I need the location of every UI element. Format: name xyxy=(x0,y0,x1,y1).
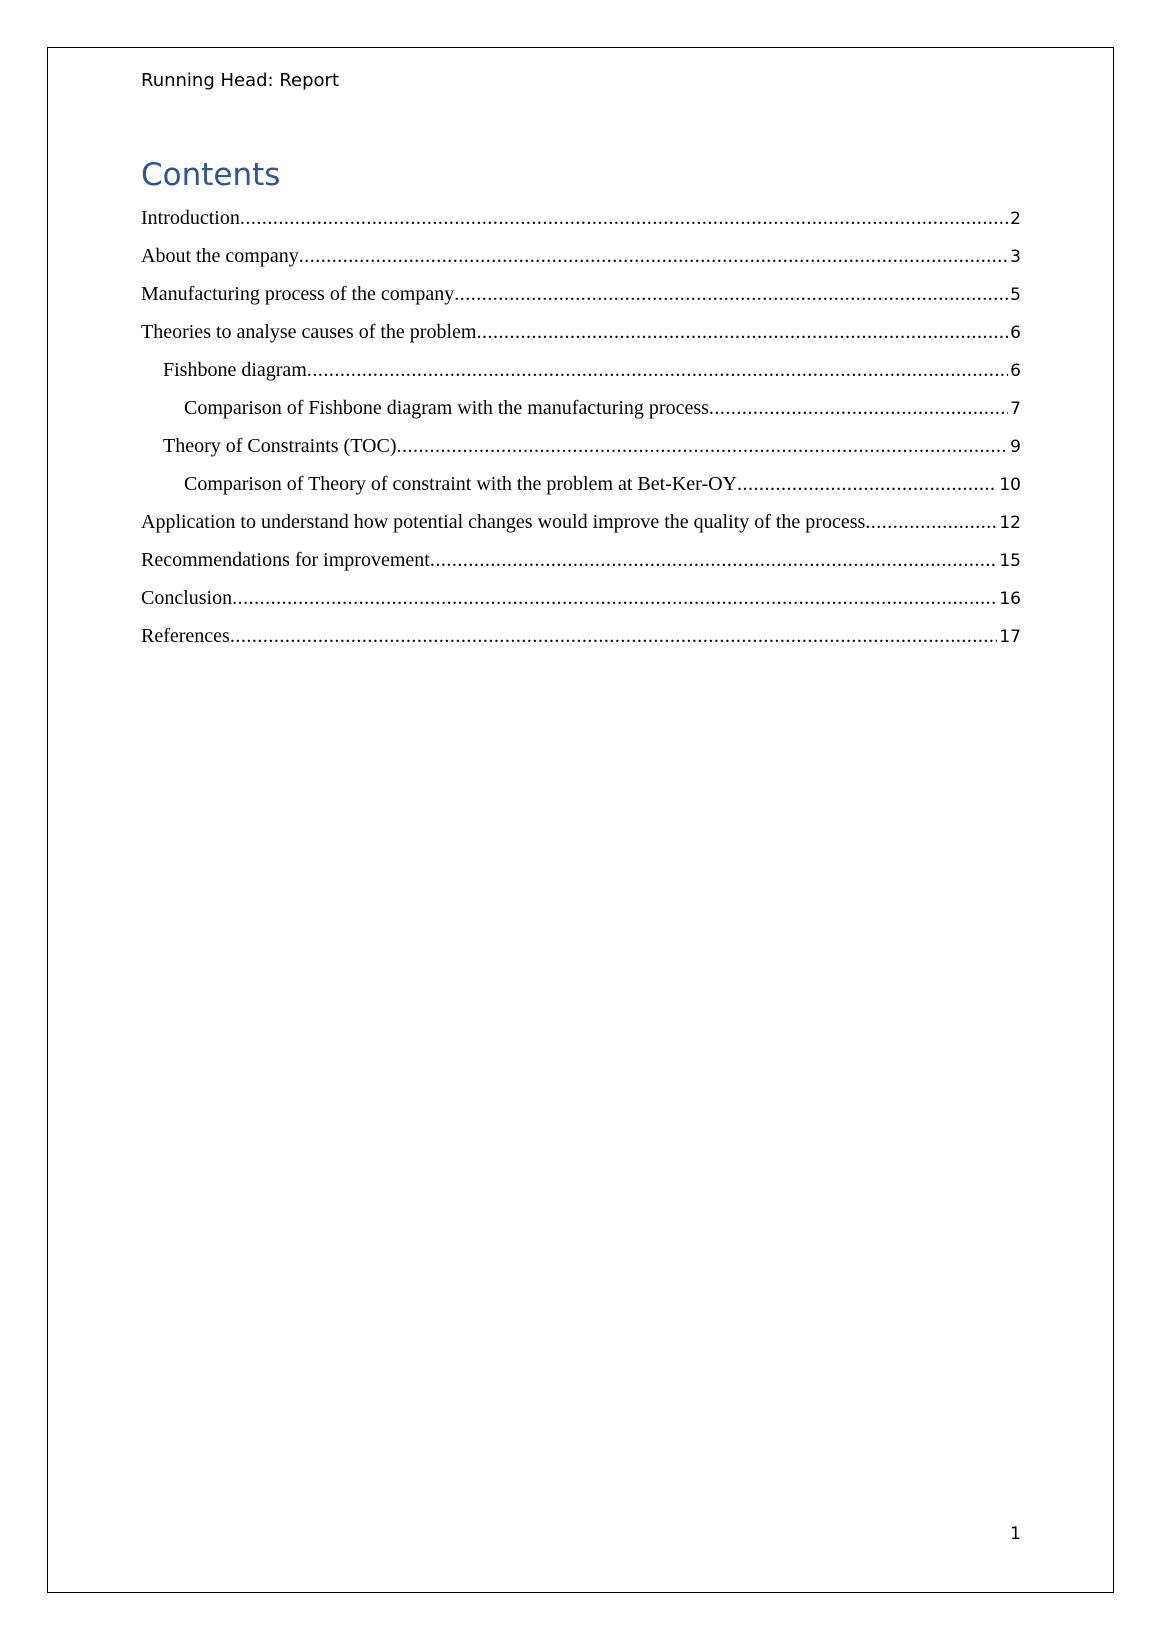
toc-entry-text: About the company xyxy=(141,241,299,271)
toc-entry-toc-comparison[interactable] xyxy=(141,469,1021,507)
toc-entry-fishbone-comparison[interactable] xyxy=(141,393,1021,431)
toc-entry-manufacturing-process[interactable] xyxy=(141,279,1021,317)
page-number: 1 xyxy=(1010,1524,1021,1544)
toc-entry-page: 7 xyxy=(1010,399,1021,419)
toc-entry-fishbone[interactable] xyxy=(141,355,1021,393)
toc-title: Contents xyxy=(141,157,281,193)
toc-entry-page: 12 xyxy=(999,513,1021,533)
toc-leader xyxy=(307,355,1008,385)
toc-entry-text: Introduction xyxy=(141,203,240,233)
toc-entry-page: 15 xyxy=(999,551,1021,571)
toc-entry-text: Comparison of Fishbone diagram with the manufacturing process xyxy=(184,393,709,423)
toc-entry-page: 3 xyxy=(1010,247,1021,267)
toc-entry-introduction[interactable] xyxy=(141,203,1021,241)
toc-entry-references[interactable] xyxy=(141,621,1021,659)
toc-entry-page: 2 xyxy=(1010,209,1021,229)
toc-entry-text: Manufacturing process of the company xyxy=(141,279,454,309)
toc-leader xyxy=(454,279,1008,309)
toc-entry-recommendations[interactable] xyxy=(141,545,1021,583)
toc-entry-text: Theories to analyse causes of the problem xyxy=(141,317,476,347)
toc-leader xyxy=(737,469,997,499)
toc-entry-text: Application to understand how potential changes would improve the quality of the process xyxy=(141,507,865,537)
toc-leader xyxy=(299,241,1008,271)
toc-entry-toc-theory[interactable] xyxy=(141,431,1021,469)
toc-leader xyxy=(865,507,997,537)
toc-entry-page: 6 xyxy=(1010,361,1021,381)
toc-entry-page: 5 xyxy=(1010,285,1021,305)
toc-entry-text: Recommendations for improvement xyxy=(141,545,430,575)
toc-entry-application[interactable] xyxy=(141,507,1021,545)
toc-leader xyxy=(240,203,1008,233)
toc-entry-about-company[interactable] xyxy=(141,241,1021,279)
toc-entry-page: 17 xyxy=(999,627,1021,647)
toc-entry-page: 6 xyxy=(1010,323,1021,343)
toc-entry-text: References xyxy=(141,621,230,651)
toc-leader xyxy=(230,621,998,651)
toc-entry-conclusion[interactable] xyxy=(141,583,1021,621)
toc-leader xyxy=(709,393,1008,423)
toc-entry-text: Theory of Constraints (TOC) xyxy=(163,431,397,461)
toc-entry-page: 9 xyxy=(1010,437,1021,457)
toc-leader xyxy=(430,545,998,575)
table-of-contents xyxy=(141,203,1021,659)
toc-entry-page: 10 xyxy=(999,475,1021,495)
toc-leader xyxy=(397,431,1009,461)
toc-entry-text: Fishbone diagram xyxy=(163,355,307,385)
toc-entry-theories[interactable] xyxy=(141,317,1021,355)
toc-entry-text: Conclusion xyxy=(141,583,232,613)
running-head: Running Head: Report xyxy=(141,70,339,91)
toc-entry-page: 16 xyxy=(999,589,1021,609)
toc-leader xyxy=(476,317,1008,347)
toc-entry-text: Comparison of Theory of constraint with the problem at Bet-Ker-OY xyxy=(184,469,737,499)
toc-leader xyxy=(232,583,997,613)
